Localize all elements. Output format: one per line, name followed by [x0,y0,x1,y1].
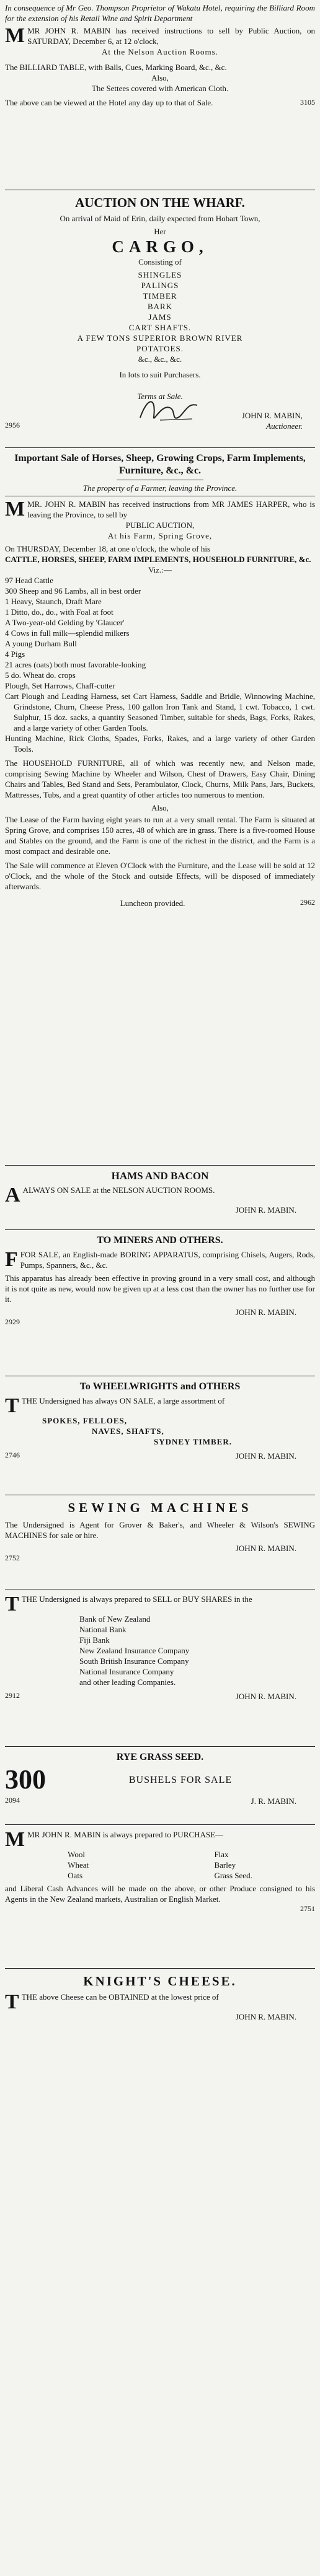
boring-apparatus-ad [5,1234,315,1327]
produce-item: Grass Seed. [214,1871,252,1880]
divider [5,447,315,448]
produce-purchase-ad [5,1829,315,1914]
list-item: and other leading Companies. [79,1677,176,1687]
ad-also: Also, [151,73,169,82]
ad-heading: Important Sale of Horses, Sheep, Growing Crops, Farm Implements, Furniture, &c., &c. [14,453,306,476]
produce-columns [5,1849,315,1881]
ad-number: 3105 [300,98,315,107]
ad-body [5,25,315,46]
ad-text: On THURSDAY, December 18, at one o'clock, the whole of his [5,544,211,553]
ad-text: On arrival of Maid of Erin, daily expected from Hobart Town, [60,214,260,223]
drop-cap: M [5,498,25,521]
ad-text: MR JOHN R. MABIN is always prepared to PURCHASE— [27,1830,224,1839]
ad-text: PUBLIC AUCTION, [125,521,195,530]
drop-cap: T [5,1990,19,2013]
knights-cheese-ad [5,1973,315,2022]
ad-intro: In consequence of Mr Geo. Thompson Proprietor of Wakatu Hotel, requiring the Billiard Room for the extension of his Retail Wine and Spirit Department [5,3,315,23]
ad-signature: J. R. MABIN. [251,1796,296,1806]
ad-signature: JOHN R. MABIN. [235,1205,296,1215]
ad-signature: JOHN R. MABIN. [235,1544,296,1553]
ad-body [5,1184,315,1207]
ad-heading: AUCTION ON THE WHARF. [75,195,245,210]
wheelwrights-ad [5,1381,315,1461]
ad-text: At his Farm, Spring Grove, [107,531,213,540]
ad-heading: KNIGHT'S CHEESE. [83,1974,237,1989]
produce-item: Flax [214,1850,229,1859]
lot-list [5,575,315,754]
cargo-item: JAMS [148,312,172,322]
produce-item: Wool [68,1850,86,1859]
cargo-item: SHINGLES [138,270,182,279]
divider [5,1746,315,1747]
cargo-item: PALINGS [141,281,179,290]
cargo-heading: CARGO, [112,237,208,256]
ad-text: CATTLE, HORSES, SHEEP, FARM IMPLEMENTS, HOUSEHOLD FURNITURE, &c. [5,555,311,564]
ad-text: THE Undersigned has always ON SALE, a large assortment of [21,1396,225,1405]
ad-heading: TO MINERS AND OTHERS. [97,1235,223,1246]
ad-number: 2912 [5,1691,20,1700]
shares-ad [5,1594,315,1702]
billiard-table-ad [5,2,315,108]
list-item-text: Head Cattle [15,576,53,585]
list-item: 300 Sheep and 96 Lambs, all in best order [5,586,141,596]
stock-item: SPOKES, FELLOES, [42,1416,128,1425]
ad-text: and Liberal Cash Advances will be made on the above, or other Produce consigned to his Agents in the New Zealand markets, Australian or English Market. [5,1884,315,1904]
ad-body [5,1828,315,1851]
list-item: 5 do. Wheat do. crops [5,670,76,680]
ad-signature-title: Auctioneer. [266,421,303,431]
list-item: 1 Ditto, do., do., with Foal at foot [5,607,113,617]
drop-cap: M [5,1828,25,1851]
closing-paragraph: The Sale will commence at Eleven O'Clock with the Furniture, and the Lease will be sold at 12 o'Clock, and the whole of the Stock and outside Effects, will be disposed of immediately afterwards. [5,861,315,891]
quantity-big: 300 [5,1764,46,1795]
ad-item: The BILLIARD TABLE, with Balls, Cues, Marking Board, &c., &c. [5,63,227,72]
ad-text: Viz.:— [148,565,172,574]
ad-body [5,1249,315,1270]
furniture-paragraph: The HOUSEHOLD FURNITURE, all of which was recently new, and Nelson made, comprising Sewing Machine by Wheeler and Wilson, Chest of Drawers, Easy Chair, Dining Chairs and Tables, Bed Stand and Sets, Perambulator, Clock, Churns, Milk Pans, Jars, Buckets, Mattresses, Tubs, and a great quantity of other articles too numerous to mention. [5,758,315,799]
ad-text: MR. JOHN R. MABIN has received instructions from MR JAMES HARPER, who is leaving the Province, to sell by [27,499,315,519]
ad-luncheon: Luncheon provided. [120,899,185,908]
ad-text: Consisting of [138,257,182,266]
ad-signature: JOHN R. MABIN. [235,1451,296,1461]
ad-text: This apparatus has already been effective in proving ground in a very small cost, and although it is not quite as new, would now be given up at a less cost than the owner has no further use for it. [5,1273,315,1304]
lease-paragraph: The Lease of the Farm having eight years to run at a very small rental. The Farm is situated at Spring Grove, and comprises 150 acres, 48 of which are in grass. There is a five-roomed House and Stables on the ground, and the Farm is one of the richest in the district, and the Farm is a most compact and desirable one. [5,815,315,856]
list-item: New Zealand Insurance Company [79,1646,190,1655]
ad-heading: To WHEELWRIGHTS and OTHERS [79,1381,241,1392]
drop-cap: T [5,1394,19,1417]
farm-sale-ad [5,452,315,908]
ad-number: 2962 [300,898,315,907]
produce-item: Oats [68,1871,83,1880]
drop-cap: T [5,1593,19,1615]
produce-item: Barley [214,1860,236,1870]
list-item: 4 Cows in full milk—splendid milkers [5,628,130,638]
list-item: National Bank [79,1625,127,1634]
ad-number: 2094 [5,1796,20,1805]
drop-cap: F [5,1248,18,1271]
cargo-item: TIMBER [143,291,177,301]
ad-body [5,499,315,520]
ad-body [5,1394,315,1417]
divider [5,1165,315,1166]
ad-text: MR JOHN R. MABIN has received instructions to sell by Public Auction, on SATURDAY, December 6, at 12 o'clock, [27,26,315,46]
ad-text: FOR SALE, an English-made BORING APPARATUS, comprising Chisels, Augers, Rods, Pumps, Spanners, &c., &c. [20,1250,315,1270]
ad-text: ALWAYS ON SALE at the NELSON AUCTION ROOMS. [22,1185,215,1195]
ad-text: The Undersigned is Agent for Grover & Baker's, and Wheeler & Wilson's SEWING MACHINES for sale or hire. [5,1520,315,1540]
ad-body [5,1593,315,1615]
ad-heading: HAMS AND BACON [111,1170,209,1182]
ad-heading: RYE GRASS SEED. [116,1752,204,1762]
ad-terms: Terms at Sale. [137,392,183,401]
list-item: 21 acres (oats) both most favorable-looking [5,660,146,669]
ad-signature: JOHN R. MABIN. [235,2012,296,2021]
ad-subtitle: The property of a Farmer, leaving the Province. [82,483,238,493]
ad-text: THE Undersigned is always prepared to SELL or BUY SHARES in the [21,1594,252,1604]
ad-location: At the Nelson Auction Rooms. [102,47,218,56]
list-item-text: Sheep and 96 Lambs, all in best order [19,586,141,596]
rye-grass-ad [5,1751,315,1806]
stock-item: SYDNEY TIMBER. [154,1437,232,1446]
list-item: Plough, Set Harrows, Chaff-cutter [5,681,115,690]
drop-cap: M [5,24,25,47]
cargo-item: BARK [147,302,173,311]
ad-text: THE above Cheese can be OBTAINED at the lowest price of [21,1992,219,2002]
divider [5,1824,315,1825]
ad-signature: JOHN R. MABIN. [235,1692,296,1701]
list-item: South British Insurance Company [79,1656,189,1666]
company-list [5,1614,315,1687]
hams-bacon-ad [5,1170,315,1215]
ad-number: 2752 [5,1554,20,1562]
ad-text: In lots to suit Purchasers. [119,370,201,379]
list-item: Bank of New Zealand [79,1614,151,1624]
ad-heading: SEWING MACHINES [68,1500,252,1515]
handwritten-signature-icon [135,392,203,429]
ad-also: Also, [151,803,169,812]
ad-number: 2746 [5,1451,20,1459]
ad-signature: JOHN R. MABIN, [241,411,303,420]
list-item: Fiji Bank [79,1635,110,1645]
list-item: 97 Head Cattle [5,576,53,585]
ad-body [5,1990,315,2013]
stock-item: NAVES, SHAFTS, [92,1426,164,1436]
ad-text: Her [154,227,166,236]
wharf-auction-ad [5,195,315,431]
produce-item: Wheat [68,1860,89,1870]
cargo-item: CART SHAFTS. [128,323,192,332]
list-item: National Insurance Company [79,1667,174,1676]
ad-item: The Settees covered with American Cloth. [91,84,229,93]
ad-signature: JOHN R. MABIN. [235,1308,296,1317]
ad-text: BUSHELS FOR SALE [128,1774,233,1785]
list-item: 4 Pigs [5,649,25,659]
ad-number: 2929 [5,1317,20,1326]
drop-cap: A [5,1184,20,1207]
list-item: 1 Heavy, Staunch, Draft Mare [5,597,102,606]
ad-text: &c., &c., &c. [138,354,182,364]
divider [5,1968,315,1969]
ad-number: 2751 [300,1904,315,1913]
ad-number: 2956 [5,421,20,429]
ad-note: The above can be viewed at the Hotel any day up to that of Sale. [5,98,213,107]
cargo-item: A FEW TONS SUPERIOR BROWN RIVER POTATOES. [77,333,243,353]
divider [5,1229,315,1230]
list-item: A Two-year-old Gelding by 'Glaucer' [5,618,125,627]
sewing-machines-ad [5,1500,315,1563]
list-item: Hunting Machine, Rick Cloths, Spades, Forks, Rakes, and a large variety of other Garden Tools. [5,734,315,754]
list-item: A young Durham Bull [5,639,77,648]
list-item: Cart Plough and Leading Harness, set Cart Harness, Saddle and Bridle, Winnowing Machine, Grindstone, Churn, Cheese Press, 100 gallon Iron Tank and Stand, 1 cwt. Tobacco, 1 cwt. Sulphur, 15 doz. sacks, a quantity Seasoned Timber, suitable for sheds, Bags, Forks, Rakes, and a large variety of other Garden Tools. [5,692,315,732]
